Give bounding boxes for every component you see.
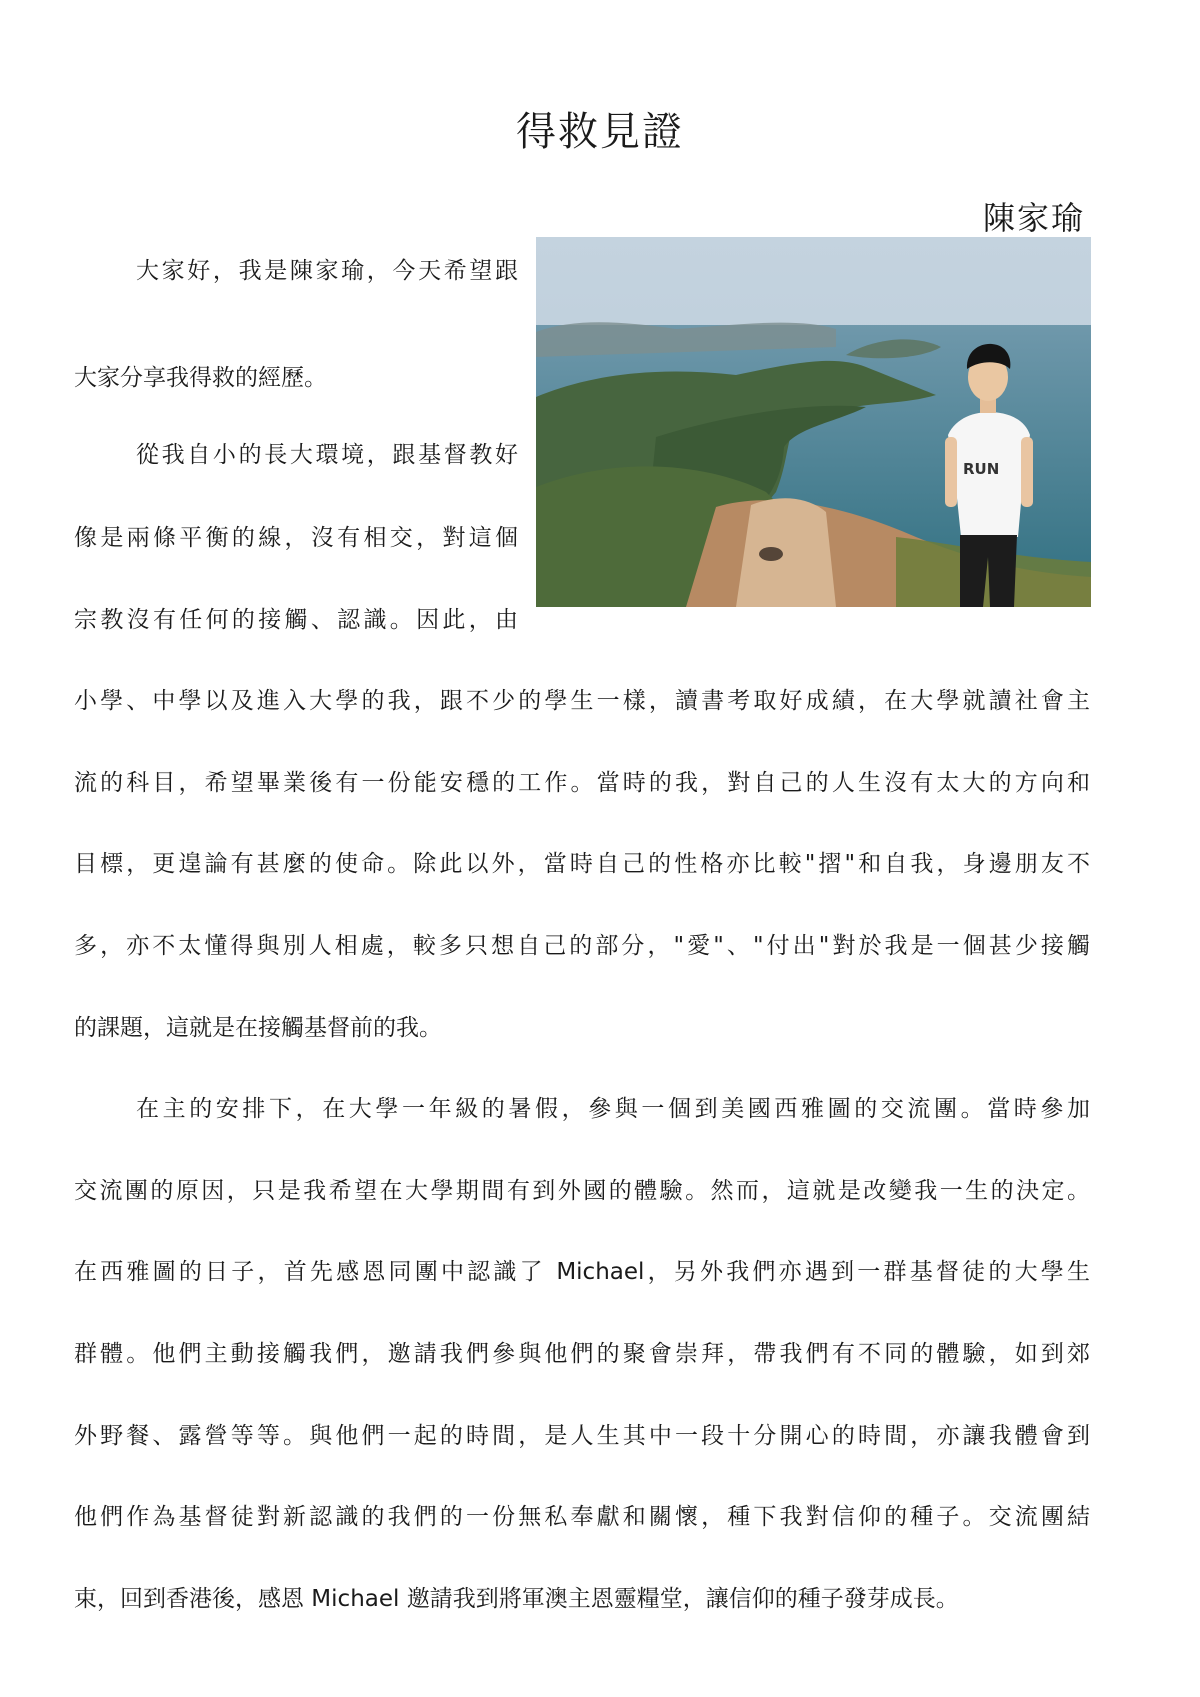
paragraph-1-line-2: 大家分享我得救的經歷。 <box>74 365 327 391</box>
shirt-text: RUN <box>963 460 1000 478</box>
paragraph-2-line-5: 流的科目，希望畢業後有一份能安穩的工作。當時的我，對自己的人生沒有太大的方向和 <box>74 770 1090 796</box>
paragraph-2-line-7: 多，亦不太懂得與別人相處，較多只想自己的部分，"愛"、"付出"對於我是一個甚少接觸 <box>74 933 1090 959</box>
testimony-photo <box>536 237 1091 607</box>
paragraph-3-line-6: 他們作為基督徒對新認識的我們的一份無私奉獻和關懷，種下我對信仰的種子。交流團結 <box>74 1504 1090 1530</box>
paragraph-2-line-1: 從我自小的長大環境，跟基督教好 <box>136 442 518 468</box>
paragraph-2-line-4: 小學、中學以及進入大學的我，跟不少的學生一樣，讀書考取好成績，在大學就讀社會主 <box>74 688 1090 714</box>
paragraph-3-line-3: 在西雅圖的日子，首先感恩同團中認識了 Michael，另外我們亦遇到一群基督徒的大學生 <box>74 1259 1090 1285</box>
paragraph-3-line-5: 外野餐、露營等等。與他們一起的時間，是人生其中一段十分開心的時間，亦讓我體會到 <box>74 1423 1090 1449</box>
paragraph-3-line-1: 在主的安排下，在大學一年級的暑假，參與一個到美國西雅圖的交流團。當時參加 <box>136 1096 1090 1122</box>
document-title: 得救見證 <box>516 109 684 155</box>
paragraph-3-line-4: 群體。他們主動接觸我們，邀請我們參與他們的聚會崇拜，帶我們有不同的體驗，如到郊 <box>74 1341 1090 1367</box>
paragraph-3-line-2: 交流團的原因，只是我希望在大學期間有到外國的體驗。然而，這就是改變我一生的決定。 <box>74 1178 1090 1204</box>
paragraph-2-line-2: 像是兩條平衡的線，沒有相交，對這個 <box>74 525 518 551</box>
author-name: 陳家瑜 <box>982 199 1085 237</box>
paragraph-2-line-8: 的課題，這就是在接觸基督前的我。 <box>74 1015 442 1041</box>
paragraph-2-line-6: 目標，更遑論有甚麼的使命。除此以外，當時自己的性格亦比較"摺"和自我，身邊朋友不 <box>74 851 1090 877</box>
paragraph-2-line-3: 宗教沒有任何的接觸、認識。因此，由 <box>74 607 518 633</box>
paragraph-1-line-1: 大家好，我是陳家瑜，今天希望跟 <box>136 258 518 284</box>
paragraph-3-line-7: 束，回到香港後，感恩 Michael 邀請我到將軍澳主恩靈糧堂，讓信仰的種子發芽成長。 <box>74 1586 959 1612</box>
